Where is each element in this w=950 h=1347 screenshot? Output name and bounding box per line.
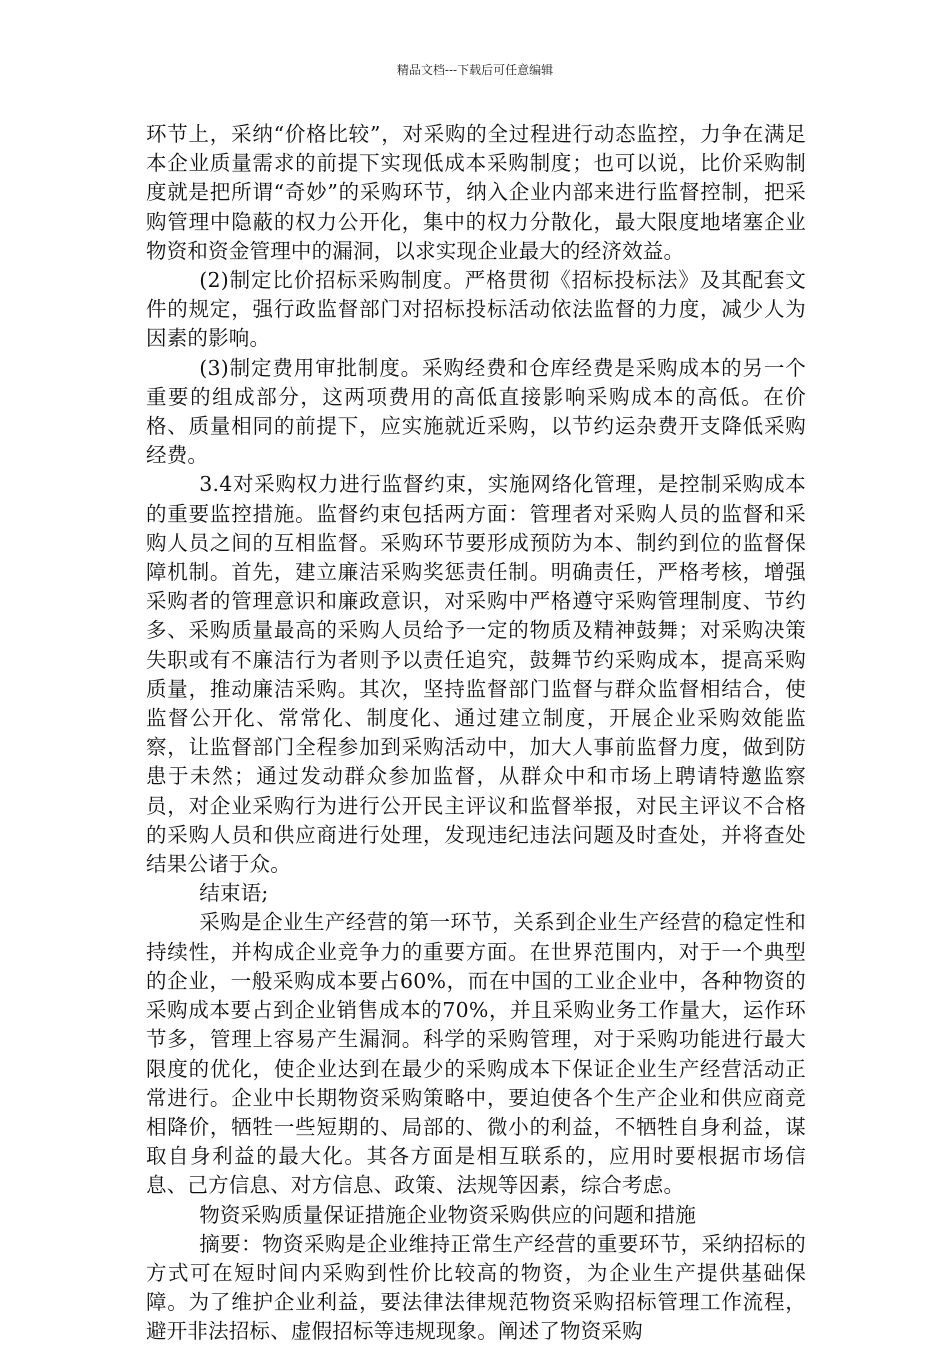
article-title: 物资采购质量保证措施企业物资采购供应的问题和措施 bbox=[199, 1202, 697, 1227]
body-paragraph: (3)制定费用审批制度。采购经费和仓库经费是采购成本的另一个重要的组成部分，这两项费用的高低直接影响采购成本的高低。在价格、质量相同的前提下，应实施就近采购，以节约运杂费开支降低采购经费。 bbox=[146, 355, 806, 468]
body-paragraph: 环节上，采纳“价格比较”，对采购的全过程进行动态监控，力争在满足本企业质量需求的前提下实现低成本采购制度；也可以说，比价采购制度就是把所谓“奇妙”的采购环节，纳入企业内部来进行监督控制，把采购管理中隐蔽的权力公开化，集中的权力分散化，最大限度地堵塞企业物资和资金管理中的漏洞，以求实现企业最大的经济效益。 bbox=[146, 122, 806, 263]
body-paragraph: (2)制定比价招标采购制度。严格贯彻《招标投标法》及其配套文件的规定，强行政监督部门对招标投标活动依法监督的力度，减少人为因素的影响。 bbox=[146, 268, 806, 351]
body-paragraph: 3.4对采购权力进行监督约束，实施网络化管理，是控制采购成本的重要监控措施。监督约束包括两方面：管理者对采购人员的监督和采购人员之间的互相监督。采购环节要形成预防为本、制约到位的监督保障机制。首先，建立廉洁采购奖惩责任制。明确责任，严格考核，增强采购者的管理意识和廉政意识，对采购中严格遵守采购管理制度、节约多、采购质量最高的采购人员给予一定的物质及精神鼓舞；对采购决策失职或有不廉洁行为者则予以责任追究，鼓舞节约采购成本，提高采购质量，推动廉洁采购。其次，坚持监督部门监督与群众监督相结合，使监督公开化、常常化、制度化、通过建立制度，开展企业采购效能监察，让监督部门全程参加到采购活动中，加大人事前监督力度，做到防患于未然；通过发动群众参加监督，从群众中和市场上聘请特邀监察员，对企业采购行为进行公开民主评议和监督举报，对民主评议不合格的采购人员和供应商进行处理，发现违纪违法问题及时查处，并将查处结果公诸于众。 bbox=[146, 472, 806, 877]
page-header: 精品文档---下载后可任意编辑 bbox=[396, 63, 554, 77]
document-body bbox=[146, 120, 806, 1347]
conclusion-heading: 结束语; bbox=[199, 881, 269, 906]
abstract-paragraph: 摘要：物资采购是企业维持正常生产经营的重要环节，采纳招标的方式可在短时间内采购到性价比较高的物资，为企业生产提供基础保障。为了维护企业利益，要法律法律规范物资采购招标管理工作流程，避开非法招标、虚假招标等违规现象。阐述了物资采购 bbox=[146, 1231, 806, 1344]
body-paragraph: 采购是企业生产经营的第一环节，关系到企业生产经营的稳定性和持续性，并构成企业竞争力的重要方面。在世界范围内，对于一个典型的企业，一般采购成本要占60%，而在中国的工业企业中，各种物资的采购成本要占到企业销售成本的70%，并且采购业务工作量大，运作环节多，管理上容易产生漏洞。科学的采购管理，对于采购功能进行最大限度的优化，使企业达到在最少的采购成本下保证企业生产经营活动正常进行。企业中长期物资采购策略中，要迫使各个生产企业和供应商竞相降价，牺牲一些短期的、局部的、微小的利益，不牺牲自身利益，谋取自身利益的最大化。其各方面是相互联系的，应用时要根据市场信息、己方信息、对方信息、政策、法规等因素，综合考虑。 bbox=[146, 910, 806, 1198]
